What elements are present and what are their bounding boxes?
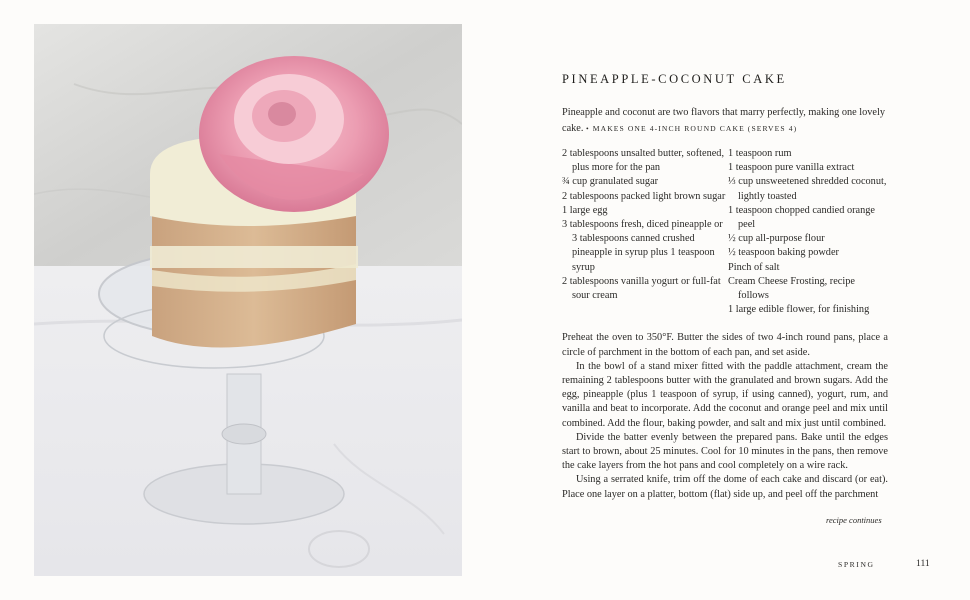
method-paragraph: Preheat the oven to 350°F. Butter the sides of two 4-inch round pans, place a circle of parchment in the bottom of each pan, and set aside. [562,332,888,358]
ingredient-item: ½ teaspoon baking powder [728,247,839,259]
ingredient-item: ½ cup all-purpose flour [728,233,825,245]
ingredient-item: ¾ cup granulated sugar [562,176,659,188]
running-head: SPRING [838,560,875,569]
ingredient-item: ⅓ cup unsweetened shredded coconut, lightly toasted [728,176,887,202]
cake-photo [34,24,462,576]
recipe-yield: • MAKES ONE 4-INCH ROUND CAKE (SERVES 4) [586,123,798,133]
recipe-intro [562,105,888,136]
ingredient-item: Pinch of salt [728,261,780,273]
ingredient-item: 1 teaspoon pure vanilla extract [728,162,855,174]
ingredient-item: 1 large egg [562,204,608,216]
ingredients-right-column [728,147,888,317]
ingredients-left-column [562,147,728,317]
method-paragraph: Divide the batter evenly between the prepared pans. Bake until the edges start to brown, about 25 minutes. Cool for 10 minutes in the pans, then remove the cake layers from the hot pans and cool completely on a wire rack. [562,431,888,472]
ingredient-item: 1 large edible flower, for finishing [728,304,870,316]
ingredient-item: 1 teaspoon rum [728,148,792,159]
method-paragraph: In the bowl of a stand mixer fitted with the paddle attachment, cream the remaining 2 tablespoons butter with the granulated and brown sugars. Add the egg, pineapple (plus 1 teaspoon of syrup, if using canned), yogurt, rum, and vanilla and beat to incorporate. Add the coconut and orange peel and mix until combined. Add the flour, baking powder, and salt and mix just until combined. [562,360,888,429]
recipe-continues-note: recipe continues [826,515,882,525]
ingredients-list [562,147,888,317]
ingredient-item: Cream Cheese Frosting, recipe follows [728,275,855,302]
recipe-column [562,72,888,502]
cake-photo-illustration [34,24,462,576]
method-paragraph: Using a serrated knife, trim off the dome of each cake and discard (or eat). Place one layer on a platter, bottom (flat) side up, and peel off the parchment [562,474,888,500]
ingredient-item: 2 tablespoons vanilla yogurt or full-fat sour cream [562,275,721,302]
ingredient-item: 3 tablespoons fresh, diced pineapple or 3 tablespoons canned crushed pineapple in syrup plus 1 teaspoon syrup [562,219,723,273]
ingredient-item: 1 teaspoon chopped candied orange peel [728,204,875,231]
recipe-title: PINEAPPLE-COCONUT CAKE [562,72,787,86]
ingredient-item: 2 tablespoons unsalted butter, softened, plus more for the pan [562,148,725,174]
method-steps [562,331,888,501]
page-number: 111 [916,558,930,569]
recipe-intro-text: Pineapple and coconut are two flavors that marry perfectly, making one lovely cake. [562,107,885,134]
ingredient-item: 2 tablespoons packed light brown sugar [562,190,726,202]
